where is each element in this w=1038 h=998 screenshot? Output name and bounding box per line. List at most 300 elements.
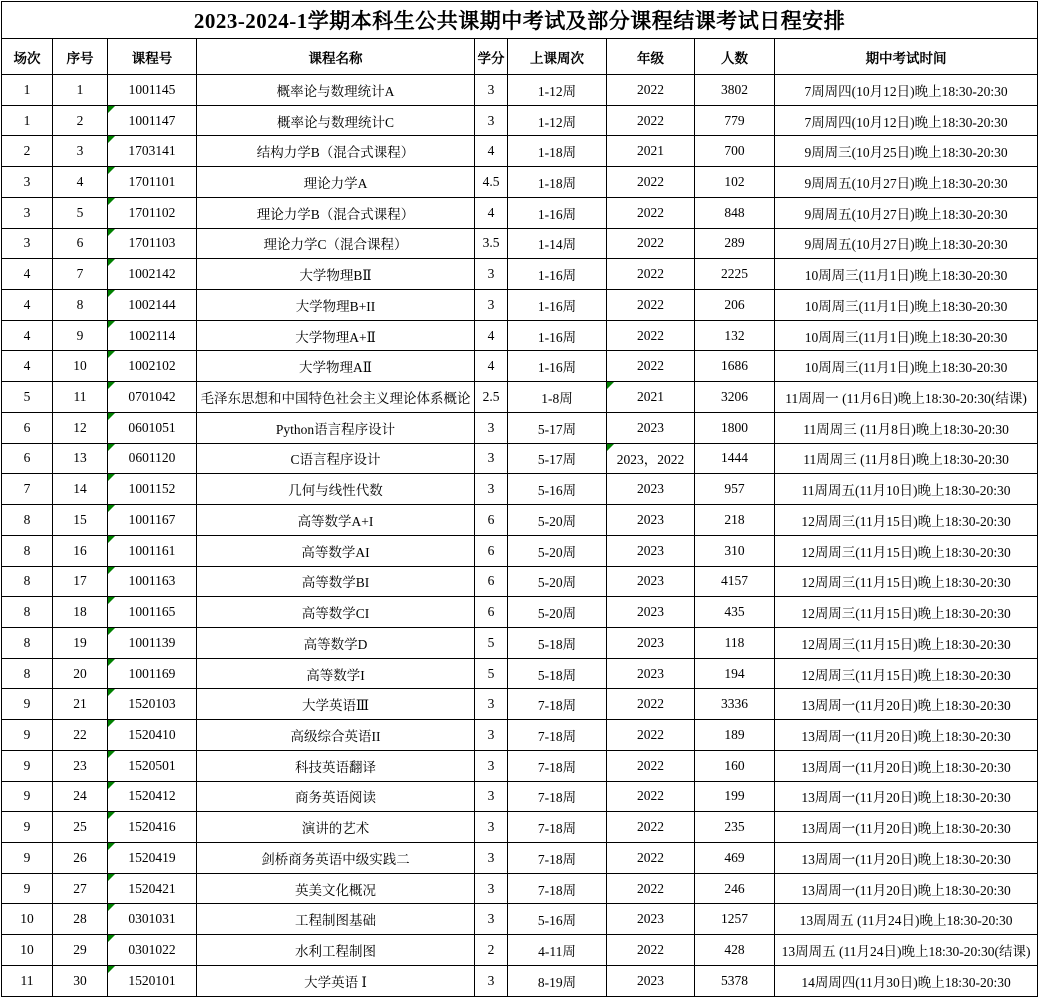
green-corner-marker-icon	[108, 505, 115, 512]
cell-text: 7周周四(10月12日)晚上18:30-20:30	[804, 83, 1008, 99]
cell-grade	[607, 842, 695, 873]
cell-enrollment	[695, 75, 775, 106]
cell-text: 6	[487, 573, 495, 589]
cell-text: 194	[724, 665, 745, 681]
cell-text: 4	[23, 266, 31, 282]
cell-course-id	[108, 505, 197, 536]
header-exam-time: 期中考试时间	[775, 39, 1038, 75]
cell-text: 11周周三 (11月8日)晚上18:30-20:30	[803, 421, 1009, 437]
green-corner-marker-icon	[108, 720, 115, 727]
cell-text: 435	[724, 604, 745, 620]
cell-text: 3	[487, 266, 495, 282]
cell-text: 4.5	[482, 174, 500, 190]
cell-class-weeks	[508, 597, 607, 628]
cell-text: 1520410	[128, 726, 176, 742]
cell-text: 剑桥商务英语中级实践二	[261, 851, 410, 867]
cell-exam-time	[775, 474, 1038, 505]
cell-exam-time	[775, 136, 1038, 167]
cell-credits	[475, 505, 508, 536]
cell-text: 3	[487, 112, 495, 128]
cell-session	[2, 627, 53, 658]
cell-course-name	[197, 627, 475, 658]
cell-class-weeks	[508, 904, 607, 935]
cell-text: 132	[724, 327, 745, 343]
cell-grade	[607, 566, 695, 597]
cell-grade	[607, 105, 695, 136]
cell-number	[53, 720, 108, 751]
cell-text: 2225	[721, 266, 748, 282]
table-row	[2, 658, 1038, 689]
cell-text: 大学物理A+Ⅱ	[295, 329, 376, 345]
header-grade: 年级	[607, 39, 695, 75]
cell-text: 8	[23, 542, 31, 558]
cell-text: 14周周四(11月30日)晚上18:30-20:30	[801, 974, 1011, 990]
cell-credits	[475, 935, 508, 966]
cell-number	[53, 781, 108, 812]
cell-text: 8	[76, 296, 84, 312]
green-corner-marker-icon	[108, 751, 115, 758]
cell-text: 20	[73, 665, 87, 681]
cell-exam-time	[775, 904, 1038, 935]
cell-text: 10周周三(11月1日)晚上18:30-20:30	[804, 268, 1008, 284]
table-row	[2, 781, 1038, 812]
cell-session	[2, 781, 53, 812]
green-corner-marker-icon	[108, 597, 115, 604]
cell-class-weeks	[508, 781, 607, 812]
cell-text: 2023	[637, 972, 664, 988]
cell-number	[53, 658, 108, 689]
cell-session	[2, 812, 53, 843]
cell-text: 102	[724, 174, 745, 190]
cell-number	[53, 382, 108, 413]
header-row	[2, 39, 1038, 75]
cell-course-id	[108, 197, 197, 228]
header-course-id: 课程号	[108, 39, 197, 75]
cell-text: 12周周三(11月15日)晚上18:30-20:30	[801, 667, 1011, 683]
cell-enrollment	[695, 812, 775, 843]
cell-enrollment	[695, 627, 775, 658]
table-row	[2, 812, 1038, 843]
cell-number	[53, 228, 108, 259]
cell-text: 9	[23, 788, 31, 804]
cell-text: 18	[73, 604, 87, 620]
cell-course-name	[197, 259, 475, 290]
cell-course-name	[197, 720, 475, 751]
cell-text: 2023	[637, 419, 664, 435]
cell-credits	[475, 167, 508, 198]
table-row	[2, 320, 1038, 351]
cell-text: 218	[724, 511, 745, 527]
cell-text: 3	[487, 296, 495, 312]
cell-course-name	[197, 382, 475, 413]
cell-text: 14	[73, 481, 87, 497]
cell-exam-time	[775, 167, 1038, 198]
cell-credits	[475, 904, 508, 935]
cell-text: 2023	[637, 511, 664, 527]
cell-text: 英美文化概况	[295, 882, 376, 898]
cell-text: 几何与线性代数	[288, 483, 383, 499]
cell-exam-time	[775, 228, 1038, 259]
cell-course-id	[108, 720, 197, 751]
cell-enrollment	[695, 750, 775, 781]
cell-credits	[475, 474, 508, 505]
cell-credits	[475, 443, 508, 474]
cell-text: 7-18周	[537, 851, 577, 867]
cell-text: 2022	[637, 266, 664, 282]
table-row	[2, 259, 1038, 290]
cell-class-weeks	[508, 873, 607, 904]
cell-text: 469	[724, 849, 745, 865]
green-corner-marker-icon	[108, 198, 115, 205]
cell-course-name	[197, 228, 475, 259]
cell-text: 118	[724, 634, 745, 650]
cell-text: 246	[724, 880, 745, 896]
cell-text: 1703141	[128, 143, 176, 159]
cell-text: 2022	[637, 296, 664, 312]
cell-text: 1520103	[128, 696, 176, 712]
cell-course-name	[197, 412, 475, 443]
cell-course-id	[108, 136, 197, 167]
cell-class-weeks	[508, 75, 607, 106]
green-corner-marker-icon	[108, 259, 115, 266]
cell-text: 0301022	[128, 941, 176, 957]
cell-text: 10	[20, 941, 34, 957]
cell-course-id	[108, 812, 197, 843]
table-row	[2, 965, 1038, 996]
cell-text: 2022	[637, 235, 664, 251]
cell-text: 19	[73, 634, 87, 650]
cell-session	[2, 720, 53, 751]
cell-grade	[607, 904, 695, 935]
green-corner-marker-icon	[108, 382, 115, 389]
cell-text: 9	[23, 819, 31, 835]
table-row	[2, 443, 1038, 474]
cell-credits	[475, 750, 508, 781]
cell-course-name	[197, 566, 475, 597]
cell-text: 13周周一(11月20日)晚上18:30-20:30	[801, 851, 1011, 867]
cell-text: 1520101	[128, 972, 176, 988]
cell-class-weeks	[508, 136, 607, 167]
cell-credits	[475, 259, 508, 290]
cell-course-name	[197, 842, 475, 873]
table-row	[2, 935, 1038, 966]
cell-text: 4	[487, 327, 495, 343]
cell-course-id	[108, 474, 197, 505]
cell-course-name	[197, 781, 475, 812]
cell-text: 2022	[637, 204, 664, 220]
cell-text: 13周周一(11月20日)晚上18:30-20:30	[801, 759, 1011, 775]
cell-text: 1001167	[128, 511, 176, 527]
cell-grade	[607, 228, 695, 259]
cell-class-weeks	[508, 197, 607, 228]
cell-class-weeks	[508, 935, 607, 966]
table-row	[2, 75, 1038, 106]
cell-course-name	[197, 750, 475, 781]
cell-text: 3	[487, 757, 495, 773]
cell-number	[53, 75, 108, 106]
cell-text: 5-18周	[537, 636, 577, 652]
cell-text: 2022	[637, 726, 664, 742]
cell-exam-time	[775, 750, 1038, 781]
cell-text: 12周周三(11月15日)晚上18:30-20:30	[801, 575, 1011, 591]
cell-credits	[475, 382, 508, 413]
cell-grade	[607, 290, 695, 321]
cell-text: 3	[487, 81, 495, 97]
cell-text: 1444	[721, 450, 748, 466]
cell-session	[2, 658, 53, 689]
cell-text: 6	[487, 542, 495, 558]
cell-text: 2022	[637, 941, 664, 957]
cell-text: 1-16周	[537, 268, 577, 284]
table-row	[2, 873, 1038, 904]
cell-text: 商务英语阅读	[295, 790, 376, 806]
cell-course-id	[108, 167, 197, 198]
cell-text: 428	[724, 941, 745, 957]
green-corner-marker-icon	[108, 628, 115, 635]
cell-text: 160	[724, 757, 745, 773]
cell-exam-time	[775, 566, 1038, 597]
cell-text: 0601051	[128, 419, 176, 435]
cell-session	[2, 597, 53, 628]
cell-course-name	[197, 873, 475, 904]
green-corner-marker-icon	[108, 106, 115, 113]
cell-text: 6	[76, 235, 84, 251]
cell-session	[2, 75, 53, 106]
cell-text: 7-18周	[537, 728, 577, 744]
cell-text: 2021	[637, 389, 664, 405]
cell-grade	[607, 136, 695, 167]
cell-text: 11	[73, 389, 87, 405]
cell-exam-time	[775, 689, 1038, 720]
cell-exam-time	[775, 197, 1038, 228]
cell-enrollment	[695, 873, 775, 904]
cell-text: 235	[724, 819, 745, 835]
cell-session	[2, 535, 53, 566]
cell-class-weeks	[508, 228, 607, 259]
cell-text: 10	[73, 358, 87, 374]
cell-text: 13周周一(11月20日)晚上18:30-20:30	[801, 821, 1011, 837]
cell-exam-time	[775, 382, 1038, 413]
cell-text: 12周周三(11月15日)晚上18:30-20:30	[801, 636, 1011, 652]
cell-number	[53, 535, 108, 566]
cell-text: 2022	[637, 849, 664, 865]
cell-grade	[607, 689, 695, 720]
cell-exam-time	[775, 290, 1038, 321]
cell-exam-time	[775, 105, 1038, 136]
cell-grade	[607, 75, 695, 106]
cell-course-id	[108, 627, 197, 658]
cell-text: 大学英语Ⅲ	[301, 698, 370, 714]
cell-text: 高等数学I	[306, 667, 365, 683]
cell-session	[2, 842, 53, 873]
table-row	[2, 566, 1038, 597]
cell-class-weeks	[508, 566, 607, 597]
cell-text: 理论力学A	[303, 176, 368, 192]
cell-text: 高等数学A+I	[297, 513, 374, 529]
cell-session	[2, 443, 53, 474]
cell-session	[2, 935, 53, 966]
cell-grade	[607, 720, 695, 751]
cell-text: 15	[73, 511, 87, 527]
cell-text: 5-18周	[537, 667, 577, 683]
cell-text: 2023	[637, 573, 664, 589]
cell-course-name	[197, 535, 475, 566]
cell-text: 1-16周	[537, 206, 577, 222]
cell-number	[53, 167, 108, 198]
table-row	[2, 689, 1038, 720]
cell-grade	[607, 873, 695, 904]
cell-credits	[475, 535, 508, 566]
cell-session	[2, 259, 53, 290]
cell-number	[53, 351, 108, 382]
cell-class-weeks	[508, 842, 607, 873]
cell-credits	[475, 627, 508, 658]
cell-course-name	[197, 290, 475, 321]
cell-exam-time	[775, 812, 1038, 843]
cell-course-name	[197, 320, 475, 351]
cell-credits	[475, 320, 508, 351]
cell-text: 大学物理B+II	[295, 298, 376, 314]
cell-course-id	[108, 689, 197, 720]
table-row	[2, 167, 1038, 198]
cell-text: 2.5	[482, 389, 500, 405]
cell-text: 8	[23, 665, 31, 681]
cell-text: 5378	[721, 972, 748, 988]
cell-course-name	[197, 75, 475, 106]
cell-text: 4	[487, 358, 495, 374]
cell-text: 1001165	[128, 604, 176, 620]
cell-exam-time	[775, 720, 1038, 751]
cell-text: 7-18周	[537, 882, 577, 898]
cell-text: 1-12周	[537, 114, 577, 130]
cell-exam-time	[775, 505, 1038, 536]
cell-text: 5-16周	[537, 913, 577, 929]
cell-text: C语言程序设计	[290, 452, 381, 468]
cell-text: 4	[23, 327, 31, 343]
cell-text: 3	[23, 235, 31, 251]
cell-session	[2, 689, 53, 720]
cell-number	[53, 965, 108, 996]
cell-text: 2022	[637, 788, 664, 804]
cell-text: 4	[23, 358, 31, 374]
cell-text: 17	[73, 573, 87, 589]
cell-credits	[475, 228, 508, 259]
cell-text: 5-16周	[537, 483, 577, 499]
cell-class-weeks	[508, 750, 607, 781]
cell-class-weeks	[508, 474, 607, 505]
cell-course-id	[108, 351, 197, 382]
cell-number	[53, 443, 108, 474]
cell-text: 848	[724, 204, 745, 220]
cell-enrollment	[695, 935, 775, 966]
green-corner-marker-icon	[108, 843, 115, 850]
cell-text: 水利工程制图	[295, 943, 376, 959]
cell-course-name	[197, 351, 475, 382]
cell-course-name	[197, 904, 475, 935]
cell-text: 工程制图基础	[295, 913, 376, 929]
cell-grade	[607, 535, 695, 566]
cell-text: 6	[23, 450, 31, 466]
cell-credits	[475, 873, 508, 904]
cell-text: 189	[724, 726, 745, 742]
cell-text: 1701101	[128, 174, 176, 190]
green-corner-marker-icon	[108, 444, 115, 451]
cell-text: 1520416	[128, 819, 176, 835]
table-row	[2, 505, 1038, 536]
green-corner-marker-icon	[108, 812, 115, 819]
cell-text: 9	[76, 327, 84, 343]
green-corner-marker-icon	[108, 321, 115, 328]
cell-course-id	[108, 873, 197, 904]
cell-text: 3	[487, 481, 495, 497]
cell-credits	[475, 197, 508, 228]
cell-text: 1001169	[128, 665, 176, 681]
cell-text: 高等数学AI	[301, 544, 370, 560]
cell-text: 3	[487, 696, 495, 712]
cell-number	[53, 259, 108, 290]
cell-session	[2, 105, 53, 136]
cell-text: 3	[487, 450, 495, 466]
cell-text: 1-14周	[537, 237, 577, 253]
cell-text: 2021	[637, 143, 664, 159]
cell-text: 199	[724, 788, 745, 804]
table-row	[2, 720, 1038, 751]
cell-text: 1001161	[128, 542, 176, 558]
cell-course-id	[108, 535, 197, 566]
cell-text: 3	[487, 880, 495, 896]
header-credits: 学分	[475, 39, 508, 75]
cell-text: 9周周五(10月27日)晚上18:30-20:30	[804, 206, 1008, 222]
cell-course-id	[108, 658, 197, 689]
cell-class-weeks	[508, 505, 607, 536]
cell-enrollment	[695, 535, 775, 566]
cell-course-name	[197, 689, 475, 720]
cell-class-weeks	[508, 351, 607, 382]
cell-text: 1701102	[128, 204, 176, 220]
cell-text: 11	[20, 972, 34, 988]
cell-credits	[475, 812, 508, 843]
cell-text: 25	[73, 819, 87, 835]
green-corner-marker-icon	[108, 659, 115, 666]
cell-grade	[607, 474, 695, 505]
cell-text: 7-18周	[537, 790, 577, 806]
cell-class-weeks	[508, 720, 607, 751]
cell-text: 13周周五 (11月24日)晚上18:30-20:30	[799, 913, 1013, 929]
cell-enrollment	[695, 597, 775, 628]
exam-schedule-table	[1, 1, 1038, 997]
cell-text: 5-20周	[537, 575, 577, 591]
cell-exam-time	[775, 781, 1038, 812]
cell-text: 9周周三(10月25日)晚上18:30-20:30	[804, 145, 1008, 161]
cell-text: 概率论与数理统计A	[276, 83, 395, 99]
cell-text: 13周周一(11月20日)晚上18:30-20:30	[801, 728, 1011, 744]
cell-text: 6	[487, 604, 495, 620]
cell-class-weeks	[508, 443, 607, 474]
cell-course-id	[108, 382, 197, 413]
cell-text: 1-18周	[537, 145, 577, 161]
cell-text: 2022	[637, 358, 664, 374]
cell-number	[53, 904, 108, 935]
cell-enrollment	[695, 351, 775, 382]
cell-text: 1001139	[128, 634, 176, 650]
cell-grade	[607, 781, 695, 812]
cell-text: 5	[487, 665, 495, 681]
table-row	[2, 351, 1038, 382]
cell-enrollment	[695, 474, 775, 505]
cell-course-id	[108, 412, 197, 443]
table-row	[2, 228, 1038, 259]
cell-text: 13周周一(11月20日)晚上18:30-20:30	[801, 882, 1011, 898]
